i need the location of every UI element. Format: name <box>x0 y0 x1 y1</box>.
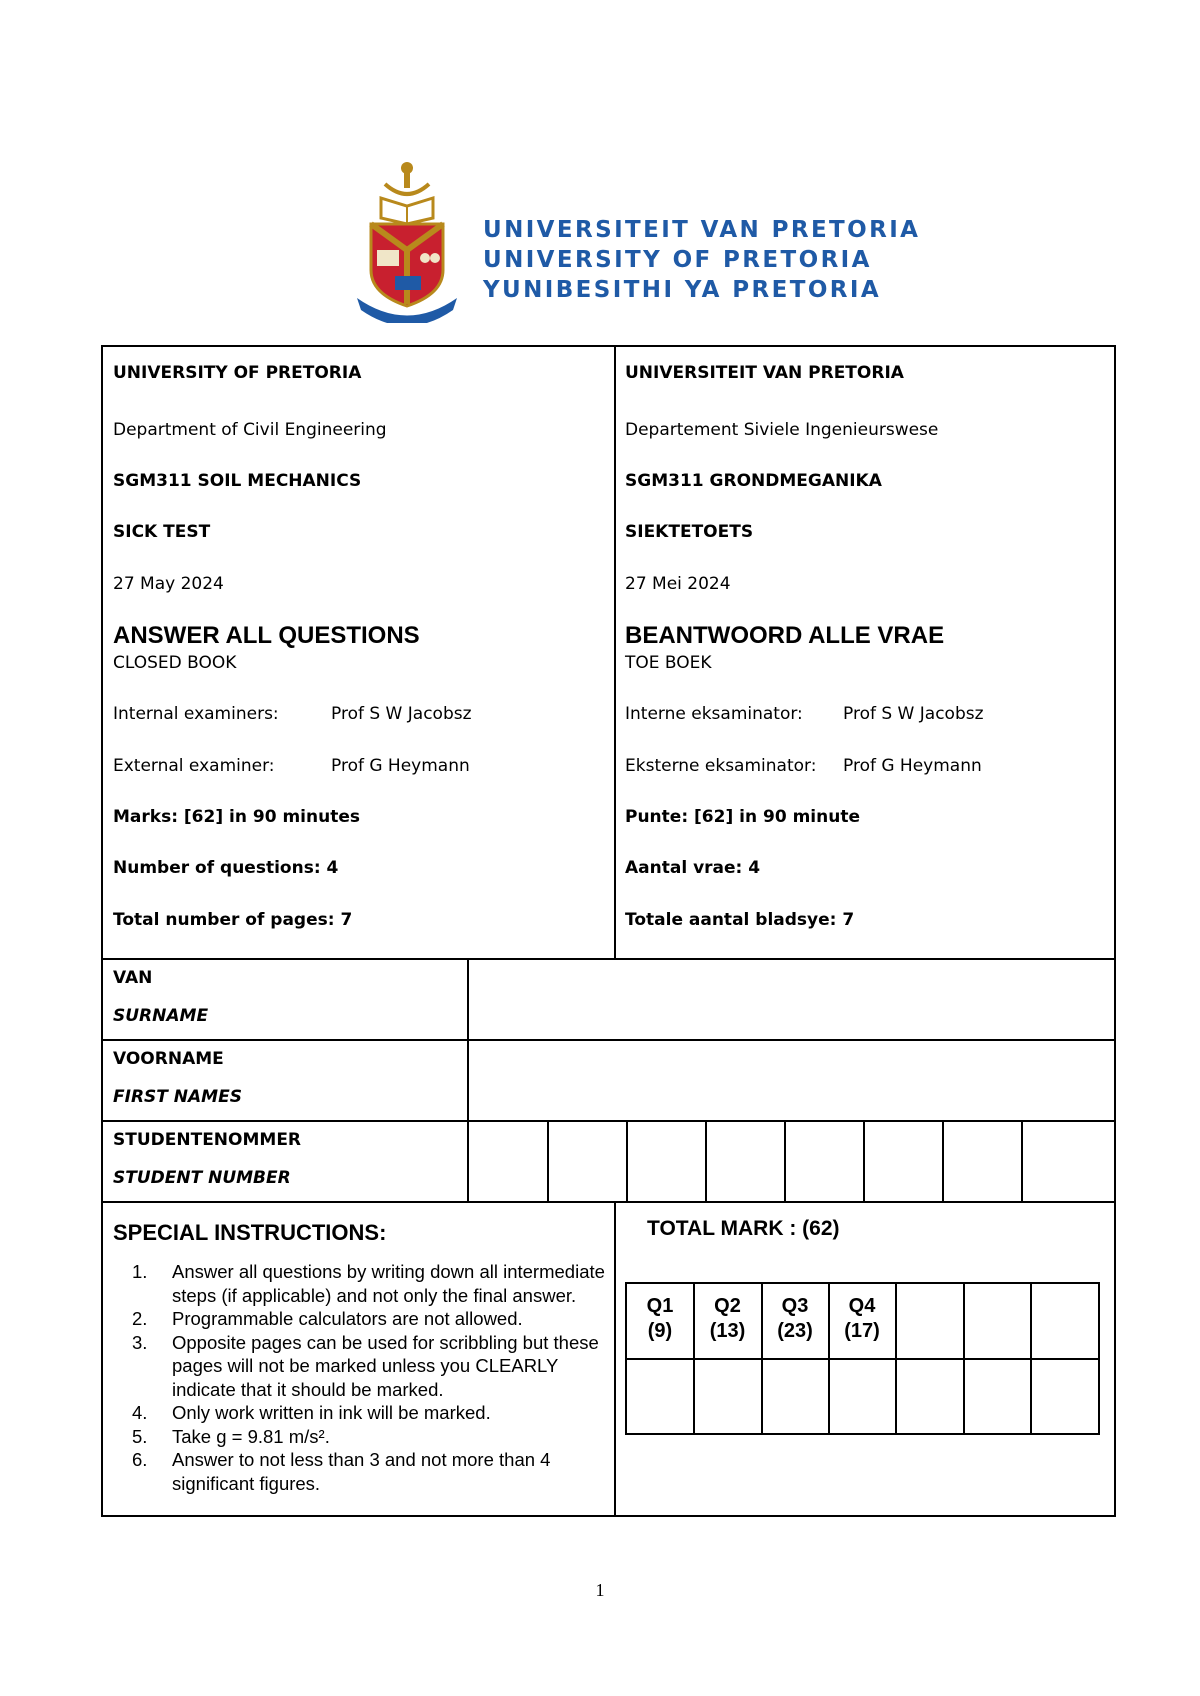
afrikaans-heading: BEANTWOORD ALLE VRAE <box>625 622 945 649</box>
marks-header-q3: Q3 (23) <box>777 1295 813 1342</box>
surname-label-english: SURNAME <box>113 1006 209 1026</box>
english-university: UNIVERSITY OF PRETORIA <box>113 363 362 383</box>
studentnumber-label-english: STUDENT NUMBER <box>113 1168 291 1188</box>
student-number-digit[interactable] <box>549 1122 625 1200</box>
studentnumber-label-afrikaans: STUDENTENOMMER <box>113 1130 302 1150</box>
mark-entry-q1[interactable] <box>629 1362 691 1430</box>
page-number: 1 <box>595 1580 605 1600</box>
instruction-item: 1. Answer all questions by writing down all intermediate steps (if applicable) and not only the final answer. <box>132 1261 605 1306</box>
eksterne-eksaminator-value: Prof G Heymann <box>843 756 982 776</box>
afrikaans-page-count: Totale aantal bladsye: 7 <box>625 910 855 930</box>
student-number-digit[interactable] <box>944 1122 1020 1200</box>
instruction-item: 4. Only work written in ink will be marked. <box>132 1402 491 1423</box>
afrikaans-external-examiner <box>625 756 982 776</box>
english-book: CLOSED BOOK <box>113 653 237 673</box>
interne-eksaminator-value: Prof S W Jacobsz <box>843 704 984 724</box>
total-mark-title: TOTAL MARK : (62) <box>647 1217 840 1240</box>
logo-line-sepedi: YUNIBESITHI YA PRETORIA <box>483 277 882 303</box>
afrikaans-university: UNIVERSITEIT VAN PRETORIA <box>625 363 904 383</box>
student-number-digit[interactable] <box>628 1122 704 1200</box>
logo-line-afrikaans: UNIVERSITEIT VAN PRETORIA <box>483 217 921 243</box>
english-question-count: Number of questions: 4 <box>113 858 339 878</box>
marks-header-q4: Q4 (17) <box>844 1295 880 1342</box>
english-marks: Marks: [62] in 90 minutes <box>113 807 360 827</box>
afrikaans-question-count: Aantal vrae: 4 <box>625 858 761 878</box>
student-number-digit[interactable] <box>470 1122 546 1200</box>
afrikaans-date: 27 Mei 2024 <box>625 574 731 594</box>
instruction-item: 3. Opposite pages can be used for scribbling but these pages will not be marked unless you CLEARLY indicate that it should be marked. <box>132 1331 599 1400</box>
internal-examiner-label: Internal examiners: <box>113 704 279 724</box>
external-examiner-label: External examiner: <box>113 756 275 776</box>
afrikaans-test-type: SIEKTETOETS <box>625 522 754 542</box>
marks-table <box>625 1282 1100 1435</box>
logo-line-english: UNIVERSITY OF PRETORIA <box>483 247 872 273</box>
english-external-examiner <box>113 756 470 776</box>
afrikaans-internal-examiner <box>625 704 984 724</box>
marks-table-row-line <box>627 1358 1098 1360</box>
firstnames-label-afrikaans: VOORNAME <box>113 1049 224 1069</box>
afrikaans-course: SGM311 GRONDMEGANIKA <box>625 471 882 491</box>
english-internal-examiner <box>113 704 472 724</box>
bottom-divider <box>614 1201 616 1517</box>
student-number-digit[interactable] <box>1023 1122 1114 1200</box>
student-number-digit[interactable] <box>707 1122 783 1200</box>
english-course: SGM311 SOIL MECHANICS <box>113 471 362 491</box>
firstnames-input[interactable] <box>470 1041 1114 1119</box>
mark-entry-q4[interactable] <box>831 1362 893 1430</box>
marks-table-col-line <box>963 1284 965 1433</box>
instruction-item: 6. Answer to not less than 3 and not more than 4 significant figures. <box>132 1449 551 1494</box>
studentnumber-bottom-line <box>101 1201 1116 1203</box>
student-number-digit[interactable] <box>865 1122 941 1200</box>
afrikaans-book: TOE BOEK <box>625 653 712 673</box>
surname-label-afrikaans: VAN <box>113 968 153 988</box>
afrikaans-department: Departement Siviele Ingenieurswese <box>625 420 939 440</box>
mark-entry-q3[interactable] <box>764 1362 826 1430</box>
student-number-digit[interactable] <box>786 1122 862 1200</box>
marks-header-q2: Q2 (13) <box>709 1295 746 1342</box>
mark-entry-q2[interactable] <box>696 1362 759 1430</box>
special-instructions-list <box>132 1260 612 1495</box>
afrikaans-marks: Punte: [62] in 90 minute <box>625 807 860 827</box>
university-logo <box>355 158 921 323</box>
header-divider <box>614 345 616 959</box>
interne-eksaminator-label: Interne eksaminator: <box>625 704 803 724</box>
external-examiner-value: Prof G Heymann <box>331 756 470 776</box>
instruction-item: 2. Programmable calculators are not allowed. <box>132 1308 523 1329</box>
english-heading: ANSWER ALL QUESTIONS <box>113 622 420 649</box>
english-department: Department of Civil Engineering <box>113 420 387 440</box>
marks-table-col-line <box>1030 1284 1032 1433</box>
marks-header-q1: Q1 (9) <box>646 1295 674 1342</box>
internal-examiner-value: Prof S W Jacobsz <box>331 704 472 724</box>
firstnames-label-english: FIRST NAMES <box>113 1087 242 1107</box>
crest-icon <box>355 158 459 323</box>
special-instructions-title: SPECIAL INSTRUCTIONS: <box>113 1220 387 1245</box>
eksterne-eksaminator-label: Eksterne eksaminator: <box>625 756 817 776</box>
marks-table-col-line <box>895 1284 897 1433</box>
english-page-count: Total number of pages: 7 <box>113 910 353 930</box>
instruction-item: 5. Take g = 9.81 m/s². <box>132 1425 330 1447</box>
student-label-divider <box>467 958 469 1202</box>
surname-input[interactable] <box>470 960 1114 1038</box>
english-date: 27 May 2024 <box>113 574 224 594</box>
english-test-type: SICK TEST <box>113 522 211 542</box>
